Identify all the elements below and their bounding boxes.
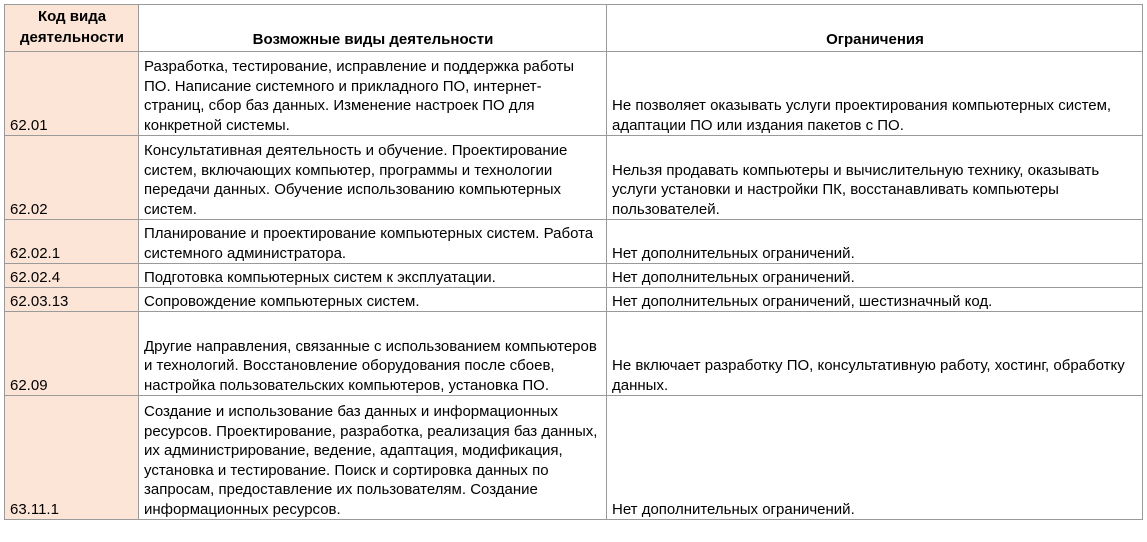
activities-cell: Подготовка компьютерных систем к эксплуатации. [139,264,607,288]
activities-cell: Консультативная деятельность и обучение. Проектирование систем, включающих компьютер, программы и технологии передачи данных. Обучение использованию компьютерных систем. [139,136,607,220]
table-row [5,288,1143,312]
code-cell: 62.09 [5,312,139,396]
activities-cell: Сопровождение компьютерных систем. [139,288,607,312]
table-row [5,396,1143,520]
code-cell: 62.01 [5,52,139,136]
restrictions-cell: Нет дополнительных ограничений, шестизначный код. [607,288,1143,312]
header-restrictions: Ограничения [607,5,1143,52]
activities-cell: Разработка, тестирование, исправление и поддержка работы ПО. Написание системного и прикладного ПО, интернет-страниц, сбор баз данных. Изменение настроек ПО для конкретной системы. [139,52,607,136]
table-row [5,52,1143,136]
table-row [5,312,1143,396]
activities-cell: Планирование и проектирование компьютерных систем. Работа системного администратора. [139,220,607,264]
table-row [5,136,1143,220]
restrictions-cell: Не позволяет оказывать услуги проектирования компьютерных систем, адаптации ПО или издания пакетов с ПО. [607,52,1143,136]
restrictions-cell: Не включает разработку ПО, консультативную работу, хостинг, обработку данных. [607,312,1143,396]
header-row [5,5,1143,52]
header-code: Код вида деятельности [5,5,139,52]
restrictions-cell: Нет дополнительных ограничений. [607,396,1143,520]
activities-cell: Создание и использование баз данных и информационных ресурсов. Проектирование, разработка, реализация баз данных, их администрирование, ведение, адаптация, модификация, установка и тестирование. Поиск и сортировка данных по запросам, предоставление их пользователям. Создание информационных ресурсов. [139,396,607,520]
code-cell: 62.03.13 [5,288,139,312]
restrictions-cell: Нет дополнительных ограничений. [607,220,1143,264]
activities-cell: Другие направления, связанные с использованием компьютеров и технологий. Восстановление оборудования после сбоев, настройка пользовательских компьютеров, установка ПО. [139,312,607,396]
code-cell: 62.02.1 [5,220,139,264]
activity-codes-table [4,4,1143,520]
code-cell: 63.11.1 [5,396,139,520]
code-cell: 62.02 [5,136,139,220]
restrictions-cell: Нельзя продавать компьютеры и вычислительную технику, оказывать услуги установки и настройки ПК, восстанавливать компьютеры пользователей. [607,136,1143,220]
table-row [5,220,1143,264]
code-cell: 62.02.4 [5,264,139,288]
header-activities: Возможные виды деятельности [139,5,607,52]
table-row [5,264,1143,288]
restrictions-cell: Нет дополнительных ограничений. [607,264,1143,288]
